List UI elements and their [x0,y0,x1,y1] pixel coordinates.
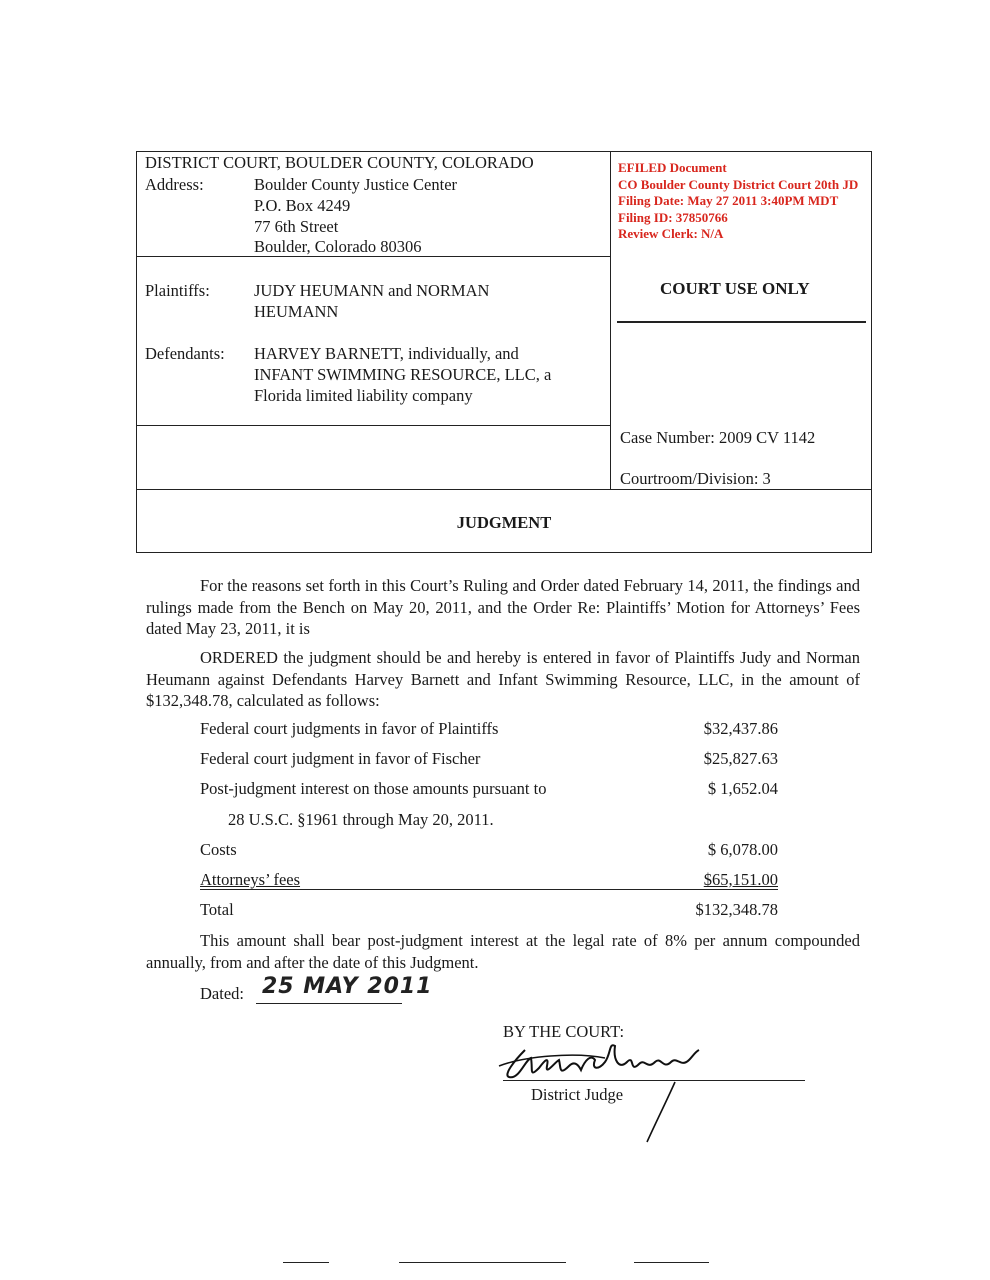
amount-label: 28 U.S.C. §1961 through May 20, 2011. [228,810,494,829]
amount-label: Costs [200,840,237,859]
caption-divider-parties [136,425,611,426]
address-line: Boulder County Justice Center [254,175,458,194]
defendants-label: Defendants: [145,344,225,363]
footer-rule [634,1262,709,1263]
footer-rule [283,1262,329,1263]
defendants-line: Florida limited liability company [254,386,473,405]
paragraph-reasons: For the reasons set forth in this Court’s Ruling and Order dated February 14, 2011, the findings and rulings made from the Bench on May 20, 2011, and the Order Re: Plaintiffs’ Motion for Attorneys’ Fees dated May 23, 2011, it is [146,576,860,638]
efiled-line: EFILED Document [618,160,727,175]
amount-value: $ 1,652.04 [707,779,778,798]
dated-line [256,1003,402,1004]
court-name: DISTRICT COURT, BOULDER COUNTY, COLORADO [145,153,534,172]
defendants-line: HARVEY BARNETT, individually, and [254,344,519,363]
case-number: Case Number: 2009 CV 1142 [620,428,816,447]
dated-handwritten: 25 MAY 2011 [262,974,433,999]
court-use-only: COURT USE ONLY [660,279,810,298]
amount-row [200,840,778,862]
address-line: Boulder, Colorado 80306 [254,237,422,256]
court-use-underline [617,321,866,323]
efiled-line: Filing Date: May 27 2011 3:40PM MDT [618,193,839,208]
plaintiffs-label: Plaintiffs: [145,281,210,300]
efiled-line: Review Clerk: N/A [618,226,724,241]
plaintiffs-line: HEUMANN [254,302,339,321]
paragraph-ordered: ORDERED the judgment should be and hereby is entered in favor of Plaintiffs Judy and Norman Heumann against Defendants Harvey Barnett and Infant Swimming Resource, LLC, in the amount of $132,348.78, calculated as follows: [146,648,860,710]
amount-label: Post-judgment interest on those amounts pursuant to [200,779,547,798]
efiled-stamp [618,160,858,243]
amount-row [200,810,778,832]
amount-value: $25,827.63 [703,749,778,768]
footer-rule [399,1262,566,1263]
address-line: 77 6th Street [254,217,339,236]
amount-label: Attorneys’ fees [200,870,301,889]
amount-row [200,749,778,771]
address-line: P.O. Box 4249 [254,196,351,215]
amount-value: $132,348.78 [695,900,778,919]
amount-value: $ 6,078.00 [707,840,778,859]
paragraph-interest: This amount shall bear post-judgment interest at the legal rate of 8% per annum compounded annually, from and after the date of this Judgment. [146,931,860,972]
document-title: JUDGMENT [456,513,552,532]
plaintiffs-line: JUDY HEUMANN and NORMAN [254,281,490,300]
courtroom-division: Courtroom/Division: 3 [620,469,771,488]
amount-value: $65,151.00 [703,870,778,889]
amount-row-total [200,900,778,922]
amount-label: Total [200,900,234,919]
efiled-line: Filing ID: 37850766 [618,209,728,225]
by-the-court: BY THE COURT: [503,1022,625,1041]
amount-value: $32,437.86 [703,719,778,738]
amount-label: Federal court judgment in favor of Fischer [200,749,481,768]
address-label: Address: [145,175,204,194]
amount-row [200,779,778,801]
caption-divider-title [136,489,872,490]
efiled-line: CO Boulder County District Court 20th JD [618,176,859,192]
dated-label: Dated: [200,984,244,1003]
amount-row [200,719,778,741]
judge-title: District Judge [531,1085,624,1104]
caption-divider-vertical [610,151,611,489]
amount-label: Federal court judgments in favor of Plaintiffs [200,719,499,738]
subtotal-rule [200,889,778,890]
defendants-line: INFANT SWIMMING RESOURCE, LLC, a [254,365,552,384]
